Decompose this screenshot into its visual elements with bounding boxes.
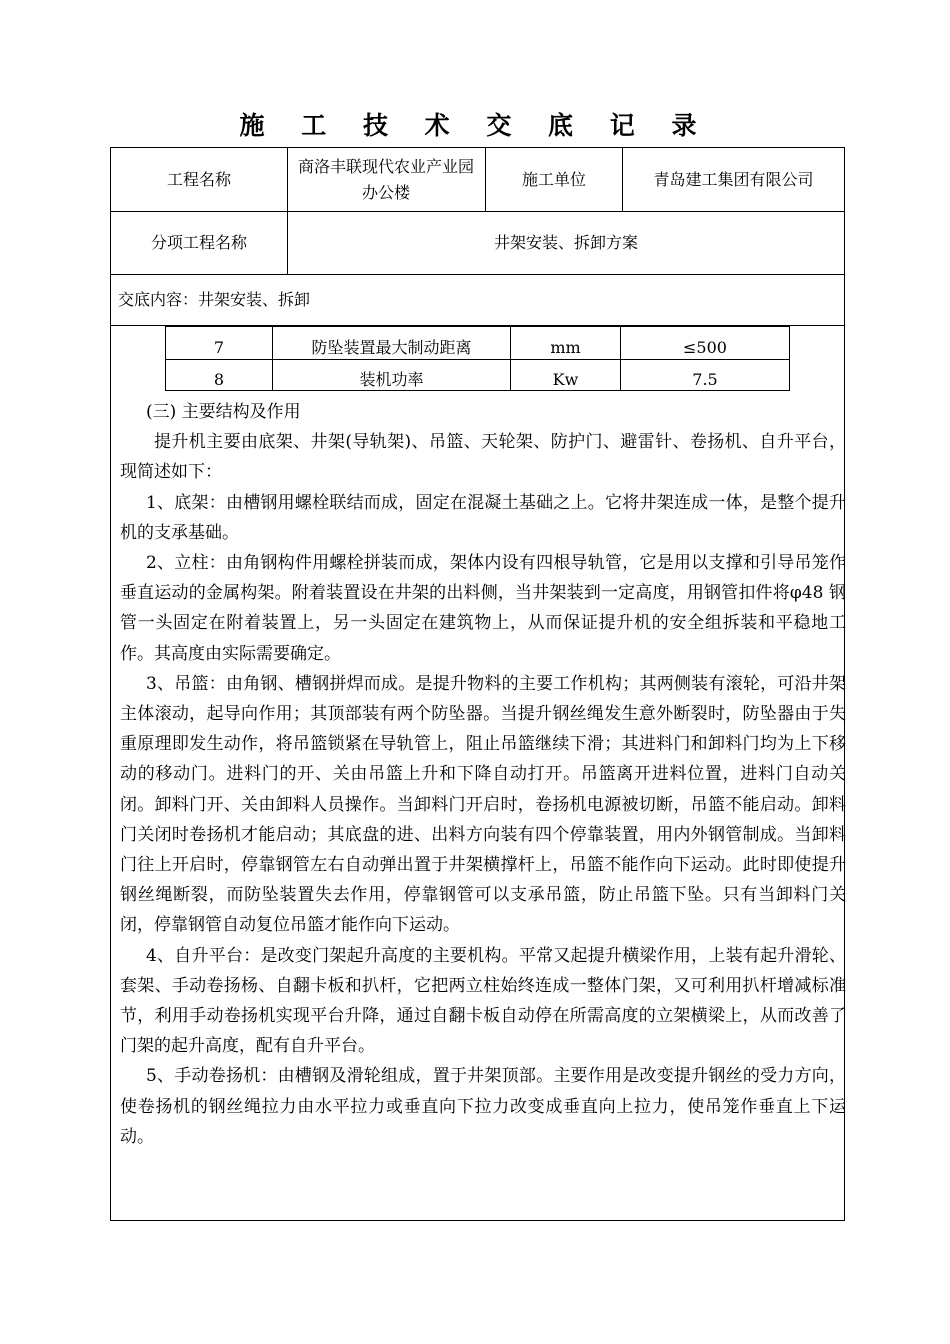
spec-row-value: ≤500 xyxy=(683,338,727,357)
spec-row-value: 7.5 xyxy=(692,370,718,389)
paragraph-column: 2、立柱：由角钢构件用螺栓拼装而成，架体内设有四根导轨管，它是用以支撑和引导吊笼作垂直运动的金属构架。附着装置设在井架的出料侧，当井架装到一定高度，用钢管扣件将φ48 钢管一头固定在附着装置上，另一头固定在建筑物上，从而保证提升机的安全组拆装和平稳地工作。其高度由实际需要确定。 xyxy=(120,553,846,664)
disclosure-body xyxy=(120,397,846,1152)
project-name-value: 商洛丰联现代农业产业园办公楼 xyxy=(298,156,475,202)
content-label: 交底内容：井架安装、拆卸 xyxy=(118,290,311,309)
contractor-value: 青岛建工集团有限公司 xyxy=(653,169,814,189)
subproject-label: 分项工程名称 xyxy=(150,233,247,252)
spec-row-item: 装机功率 xyxy=(359,370,424,389)
spec-row-no: 7 xyxy=(213,338,225,357)
paragraph-self-lifting-platform: 4、自升平台：是改变门架起升高度的主要机构。平常又起提升横梁作用，上装有起升滑轮、套架、手动卷扬杨、自翻卡板和扒杆，它把两立柱始终连成一整体门架，又可利用扒杆增减标准节，利用手动卷扬机实现平台升降，通过自翻卡板自动停在所需高度的立架横梁上，从而改善了门架的起升高度，配有自升平台。 xyxy=(120,945,846,1057)
spec-row-item: 防坠装置最大制动距离 xyxy=(311,338,472,357)
spec-row-no: 8 xyxy=(213,370,225,389)
paragraph-cage: 3、吊篮：由角钢、槽钢拼焊而成。是提升物料的主要工作机构；其两侧装有滚轮，可沿井架主体滚动，起导向作用；其顶部装有两个防坠器。当提升钢丝绳发生意外断裂时，防坠器由于失重原理即发生动作，将吊篮锁紧在导轨管上，阻止吊篮继续下滑；其进料门和卸料门均为上下移动的移动门。进料门的开、关由吊篮上升和下降自动打开。吊篮离开进料位置，进料门自动关闭。卸料门开、关由卸料人员操作。当卸料门开启时，卷扬机电源被切断，吊篮不能启动。卸料门关闭时卷扬机才能启动；其底盘的进、出料方向装有四个停靠装置，用内外钢管制成。当卸料门往上开启时，停靠钢管左右自动弹出置于井架横撑杆上，吊篮不能作向下运动。此时即使提升钢丝绳断裂，而防坠装置失去作用，停靠钢管可以支承吊篮，防止吊篮下坠。只有当卸料门关闭，停靠钢管自动复位吊篮才能作向下运动。 xyxy=(120,673,846,936)
spec-row-unit: Kw xyxy=(552,370,579,389)
paragraph-base-frame: 1、底架：由槽钢用螺栓联结而成，固定在混凝土基础之上。它将井架连成一体，是整个提升机的支承基础。 xyxy=(120,492,846,543)
paragraph-manual-winch: 5、手动卷扬机：由槽钢及滑轮组成，置于井架顶部。主要作用是改变提升钢丝的受力方向，使卷扬机的钢丝绳拉力由水平拉力或垂直向下拉力改变成垂直向上拉力，使吊笼作垂直上下运动。 xyxy=(120,1066,846,1147)
paragraph-intro: 提升机主要由底架、井架(导轨架)、吊篮、天轮架、防护门、避雷针、卷扬机、自升平台，现简述如下： xyxy=(120,432,846,483)
spec-row-unit: mm xyxy=(550,338,581,357)
subproject-value: 井架安装、拆卸方案 xyxy=(493,233,638,252)
section-heading: (三) 主要结构及作用 xyxy=(146,402,301,422)
project-name-label: 工程名称 xyxy=(166,169,231,189)
contractor-label: 施工单位 xyxy=(521,169,586,189)
page-title: 施 工 技 术 交 底 记 录 xyxy=(239,111,711,140)
